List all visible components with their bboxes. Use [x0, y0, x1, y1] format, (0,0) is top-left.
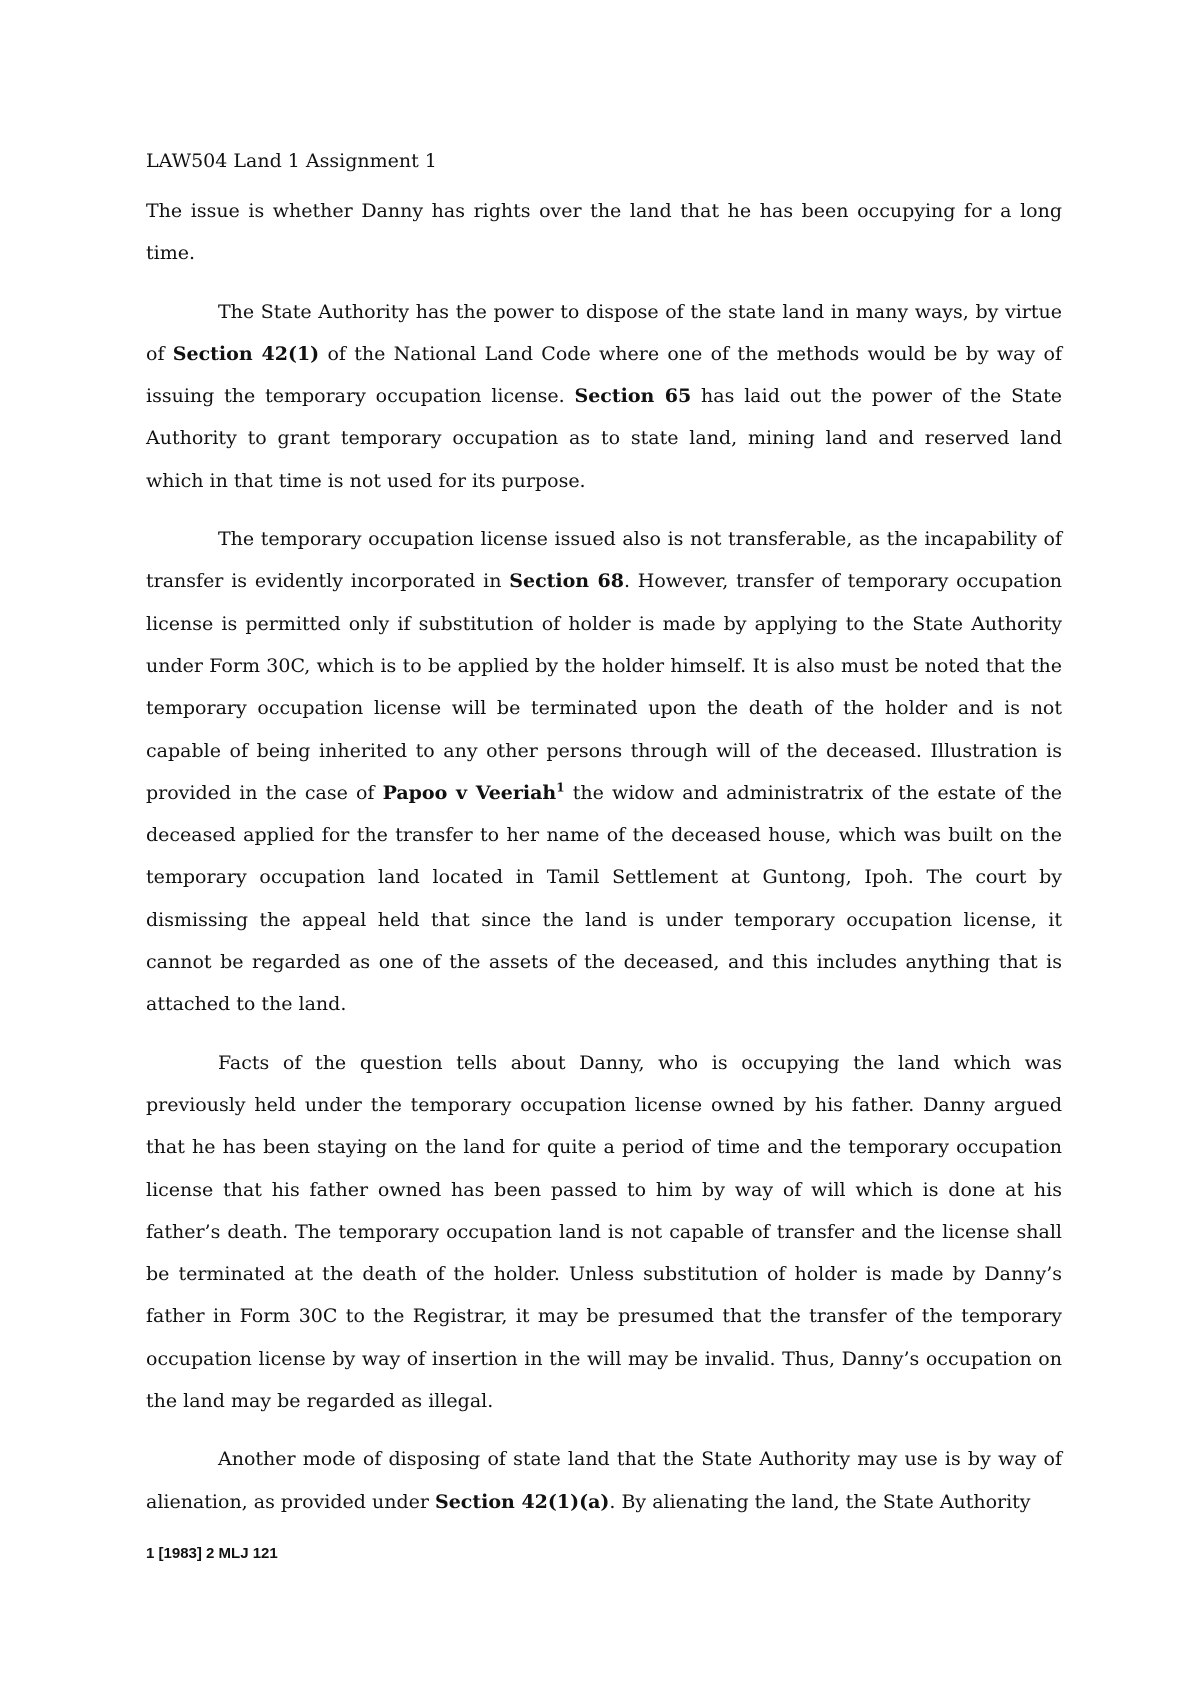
section-reference: Section 42(1)(a) — [434, 1490, 610, 1513]
text-span: The temporary occupation license issued also is not transferable, as the incapability of transfer is evidently incorporated in — [146, 528, 1062, 593]
text-span: . However, transfer of temporary occupation license is permitted only if substitution of holder is made by applying to the State Authority under Form 30C, which is to be applied by the holder himself. It is also must be noted that the temporary occupation license will be terminated upon the death of the holder and is not capable of being inherited to any other persons through will of the deceased. Illustration is provided in the case of — [146, 570, 1062, 804]
section-reference: Section 65 — [574, 385, 692, 408]
section-reference: Section 42(1) — [172, 342, 320, 365]
text-span: The State Authority has the power to dispose of the state land in many ways, by virtue of — [146, 300, 1062, 365]
text-span: of the National Land Code where one of the methods would be by way of issuing the temporary occupation license. — [146, 342, 1062, 408]
text-span: Another mode of disposing of state land that the State Authority may use is by way of alienation, as provided under — [146, 1448, 1062, 1513]
footnote: 1 [1983] 2 MLJ 121 — [146, 1545, 278, 1562]
document-page — [146, 140, 1062, 1539]
text-span: the widow and administratrix of the estate of the deceased applied for the transfer to her name of the deceased house, which was built on the temporary occupation land located in Tamil Settlement at Guntong, Ipoh. The court by dismissing the appeal held that since the land is under temporary occupation license, it cannot be regarded as one of the assets of the deceased, and this includes anything that is attached to the land. — [146, 781, 1062, 1016]
paragraph-not-transferable — [146, 518, 1062, 1026]
text-span: has laid out the power of the State Authority to grant temporary occupation as to state land, mining land and reserved land which in that time is not used for its purpose. — [146, 385, 1062, 492]
document-title: LAW504 Land 1 Assignment 1 — [146, 150, 437, 172]
paragraph-state-authority — [146, 291, 1062, 502]
paragraph-alienation — [146, 1438, 1062, 1523]
paragraph-issue: The issue is whether Danny has rights over the land that he has been occupying for a long time. — [146, 200, 1062, 265]
footnote-marker: 1 — [556, 780, 565, 795]
case-name: Papoo v Veeriah — [382, 781, 557, 804]
text-span: . By alienating the land, the State Authority — [609, 1490, 1031, 1513]
section-reference: Section 68 — [509, 570, 624, 593]
paragraph-facts: Facts of the question tells about Danny, who is occupying the land which was previously held under the temporary occupation license owned by his father. Danny argued that he has been staying on the land for quite a period of time and the temporary occupation license that his father owned has been passed to him by way of will which is done at his father’s death. The temporary occupation land is not capable of transfer and the license shall be terminated at the death of the holder. Unless substitution of holder is made by Danny’s father in Form 30C to the Registrar, it may be presumed that the transfer of the temporary occupation license by way of insertion in the will may be invalid. Thus, Danny’s occupation on the land may be regarded as illegal. — [146, 1051, 1062, 1413]
